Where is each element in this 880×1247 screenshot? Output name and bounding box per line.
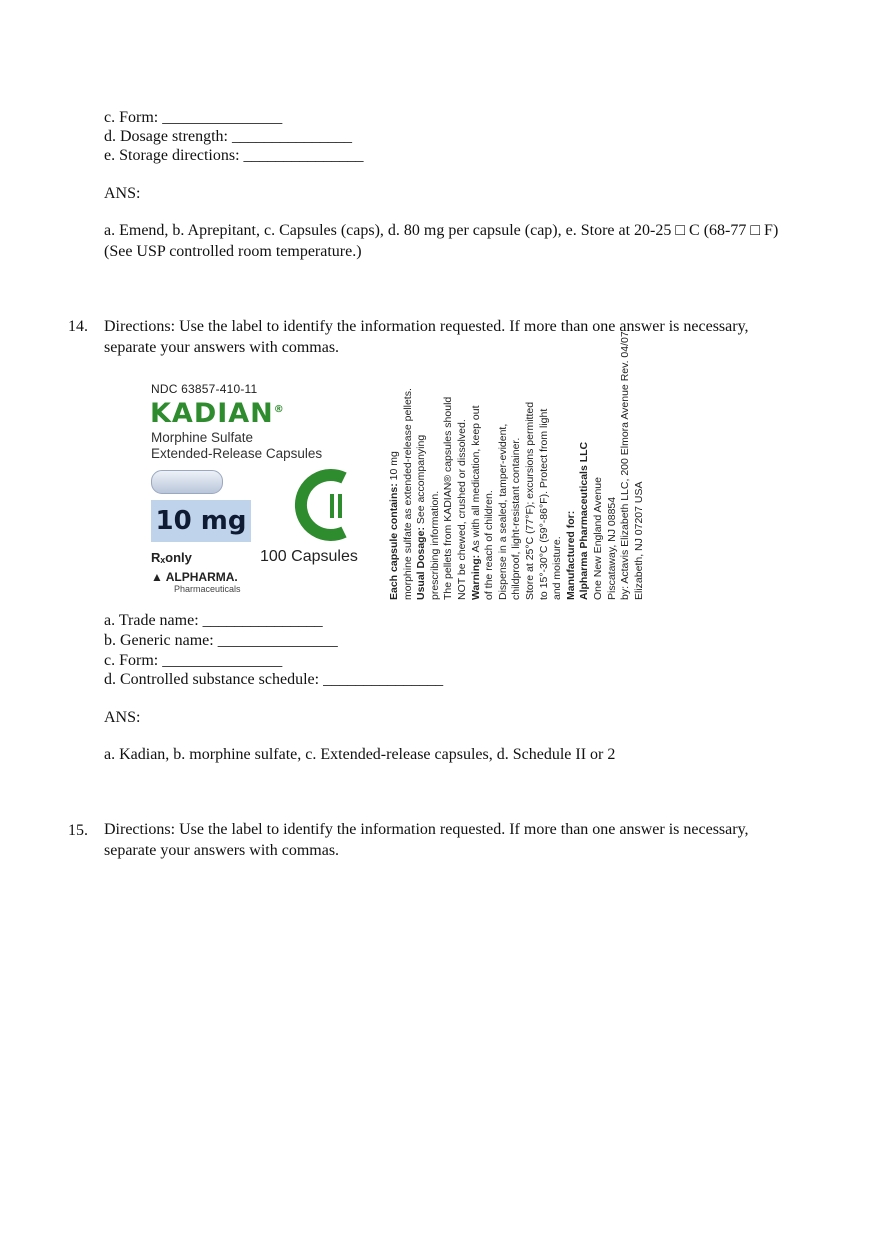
answer-text: a. Kadian, b. morphine sulfate, c. Extended-release capsules, d. Schedule II or 2 — [104, 746, 616, 763]
side-panel-rotated-text: Each capsule contains: 10 mg morphine sulfate as extended-release pellets. Usual Dosage: See accompanying prescribing information. The pellets from KADIAN® capsules should NOT be chewed, crushed or dissolved. Warning: As with all medication, keep out of the reach of children. Dispense in a sealed, tamper-evident, childproof, light-resistant container. Store at 25°C (77°F); excursions permitted to 15°-30°C (59°-86°F). Protect from light and moisture. Manufactured for: Alpharma Pharmaceuticals LLC One New England Avenue Piscataway, NJ 08854 by: Actavis Elizabeth LLC, 200 Elmora Avenue Rev. 04/07 Elizabeth, NJ 07207 USA — [388, 331, 645, 600]
schedule-blank-line: d. Controlled substance schedule: _______________ — [104, 671, 444, 688]
question-number-15: 15. — [68, 822, 88, 839]
trade-name-blank-line: a. Trade name: _______________ — [104, 612, 323, 629]
capsule-icon — [151, 470, 223, 494]
answer-text: a. Emend, b. Aprepitant, c. Capsules (caps), d. 80 mg per capsule (cap), e. Store at 20-25 □ C (68-77 □ F) (See USP controlled room temperature.) — [104, 222, 779, 260]
strength-box: 10 mg — [151, 500, 251, 542]
alpharma-subtitle: Pharmaceuticals — [174, 584, 241, 594]
ndc-number: NDC 63857-410-11 — [151, 382, 258, 396]
rx-only: Rₓonly — [151, 550, 192, 565]
answer-label: ANS: — [104, 709, 141, 726]
dosage-form: Extended-Release Capsules — [151, 446, 323, 461]
generic-name: Morphine Sulfate — [151, 430, 254, 445]
generic-name-blank-line: b. Generic name: _______________ — [104, 632, 338, 649]
dosage-strength-blank-line: d. Dosage strength: _______________ — [104, 128, 352, 145]
question-number-14: 14. — [68, 318, 88, 335]
revision-date: Rev. 04/07 — [619, 331, 632, 382]
storage-directions-blank-line: e. Storage directions: _______________ — [104, 147, 364, 164]
alpharma-logo: ▲ ALPHARMA. — [151, 570, 238, 584]
question-14-directions: Directions: Use the label to identify the information requested. If more than one answer is necessary, separate your answers with commas. — [104, 318, 749, 356]
label-front-panel — [148, 378, 360, 600]
answer-label: ANS: — [104, 185, 141, 202]
schedule-c-ii-icon — [300, 470, 360, 540]
brand-name: KADIAN® — [150, 398, 285, 429]
capsule-count: 100 Capsules — [260, 548, 358, 565]
form-blank-line: c. Form: _______________ — [104, 652, 283, 669]
question-15-directions: Directions: Use the label to identify the information requested. If more than one answer is necessary, separate your answers with commas. — [104, 821, 749, 859]
form-blank-line: c. Form: _______________ — [104, 109, 283, 126]
registered-mark: ® — [273, 404, 285, 415]
label-side-panel — [388, 331, 668, 600]
